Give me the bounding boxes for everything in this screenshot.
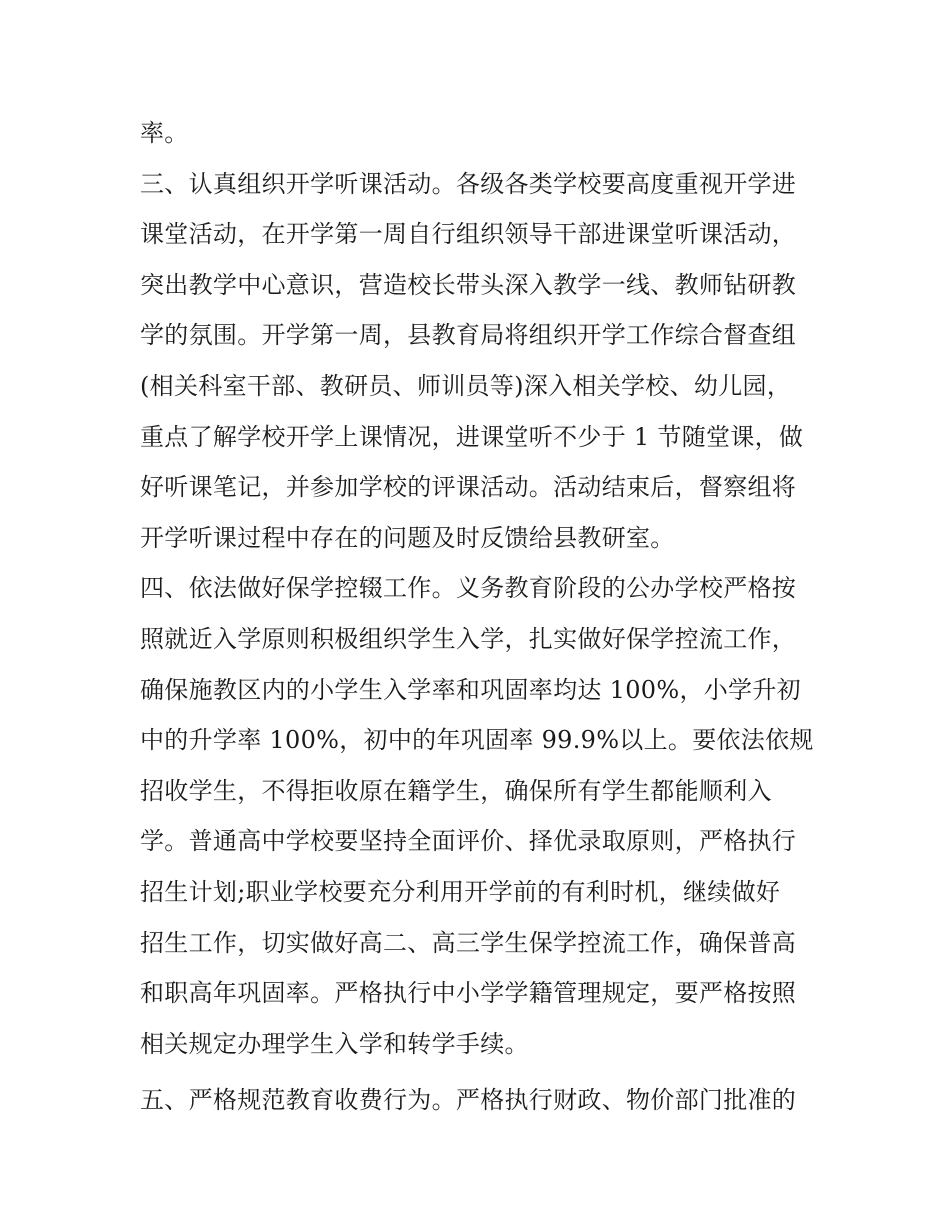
- document-body: [140, 108, 820, 1126]
- text-line: 重点了解学校开学上课情况，进课堂听不少于 1 节随堂课，做: [140, 422, 804, 451]
- text-line: 相关规定办理学生入学和转学手续。: [140, 1029, 529, 1058]
- text-line: 和职高年巩固率。严格执行中小学学籍管理规定，要严格按照: [140, 979, 797, 1008]
- text-line: 照就近入学原则积极组织学生入学，扎实做好保学控流工作，: [140, 624, 797, 653]
- text-line: 招收学生，不得拒收原在籍学生，确保所有学生都能顺利入: [140, 776, 772, 805]
- text-line: 好听课笔记，并参加学校的评课活动。活动结束后，督察组将: [140, 473, 797, 502]
- text-line: 学的氛围。开学第一周，县教育局将组织开学工作综合督查组: [140, 321, 797, 350]
- section-heading-line: 三、认真组织开学听课活动。各级各类学校要高度重视开学进: [140, 169, 797, 198]
- text-line: 中的升学率 100%，初中的年巩固率 99.9%以上。要依法依规: [140, 726, 814, 755]
- text-line: 确保施教区内的小学生入学率和巩固率均达 100%，小学升初: [140, 675, 801, 704]
- text-line: (相关科室干部、教研员、师训员等)深入相关学校、幼儿园，: [140, 371, 792, 400]
- text-line: 学。普通高中学校要坚持全面评价、择优录取原则，严格执行: [140, 827, 797, 856]
- text-line: 突出教学中心意识，营造校长带头深入教学一线、教师钻研教: [140, 270, 797, 299]
- section-heading-line: 五、严格规范教育收费行为。严格执行财政、物价部门批准的: [140, 1086, 797, 1115]
- text-line: 率。: [140, 119, 189, 147]
- text-line: 招生计划;职业学校要充分利用开学前的有利时机，继续做好: [140, 877, 781, 906]
- section-heading-line: 四、依法做好保学控辍工作。义务教育阶段的公办学校严格按: [140, 574, 797, 603]
- text-line: 开学听课过程中存在的问题及时反馈给县教研室。: [140, 523, 675, 552]
- text-line: 招生工作，切实做好高二、高三学生保学控流工作，确保普高: [140, 928, 797, 957]
- text-line: 课堂活动，在开学第一周自行组织领导干部进课堂听课活动，: [140, 220, 797, 249]
